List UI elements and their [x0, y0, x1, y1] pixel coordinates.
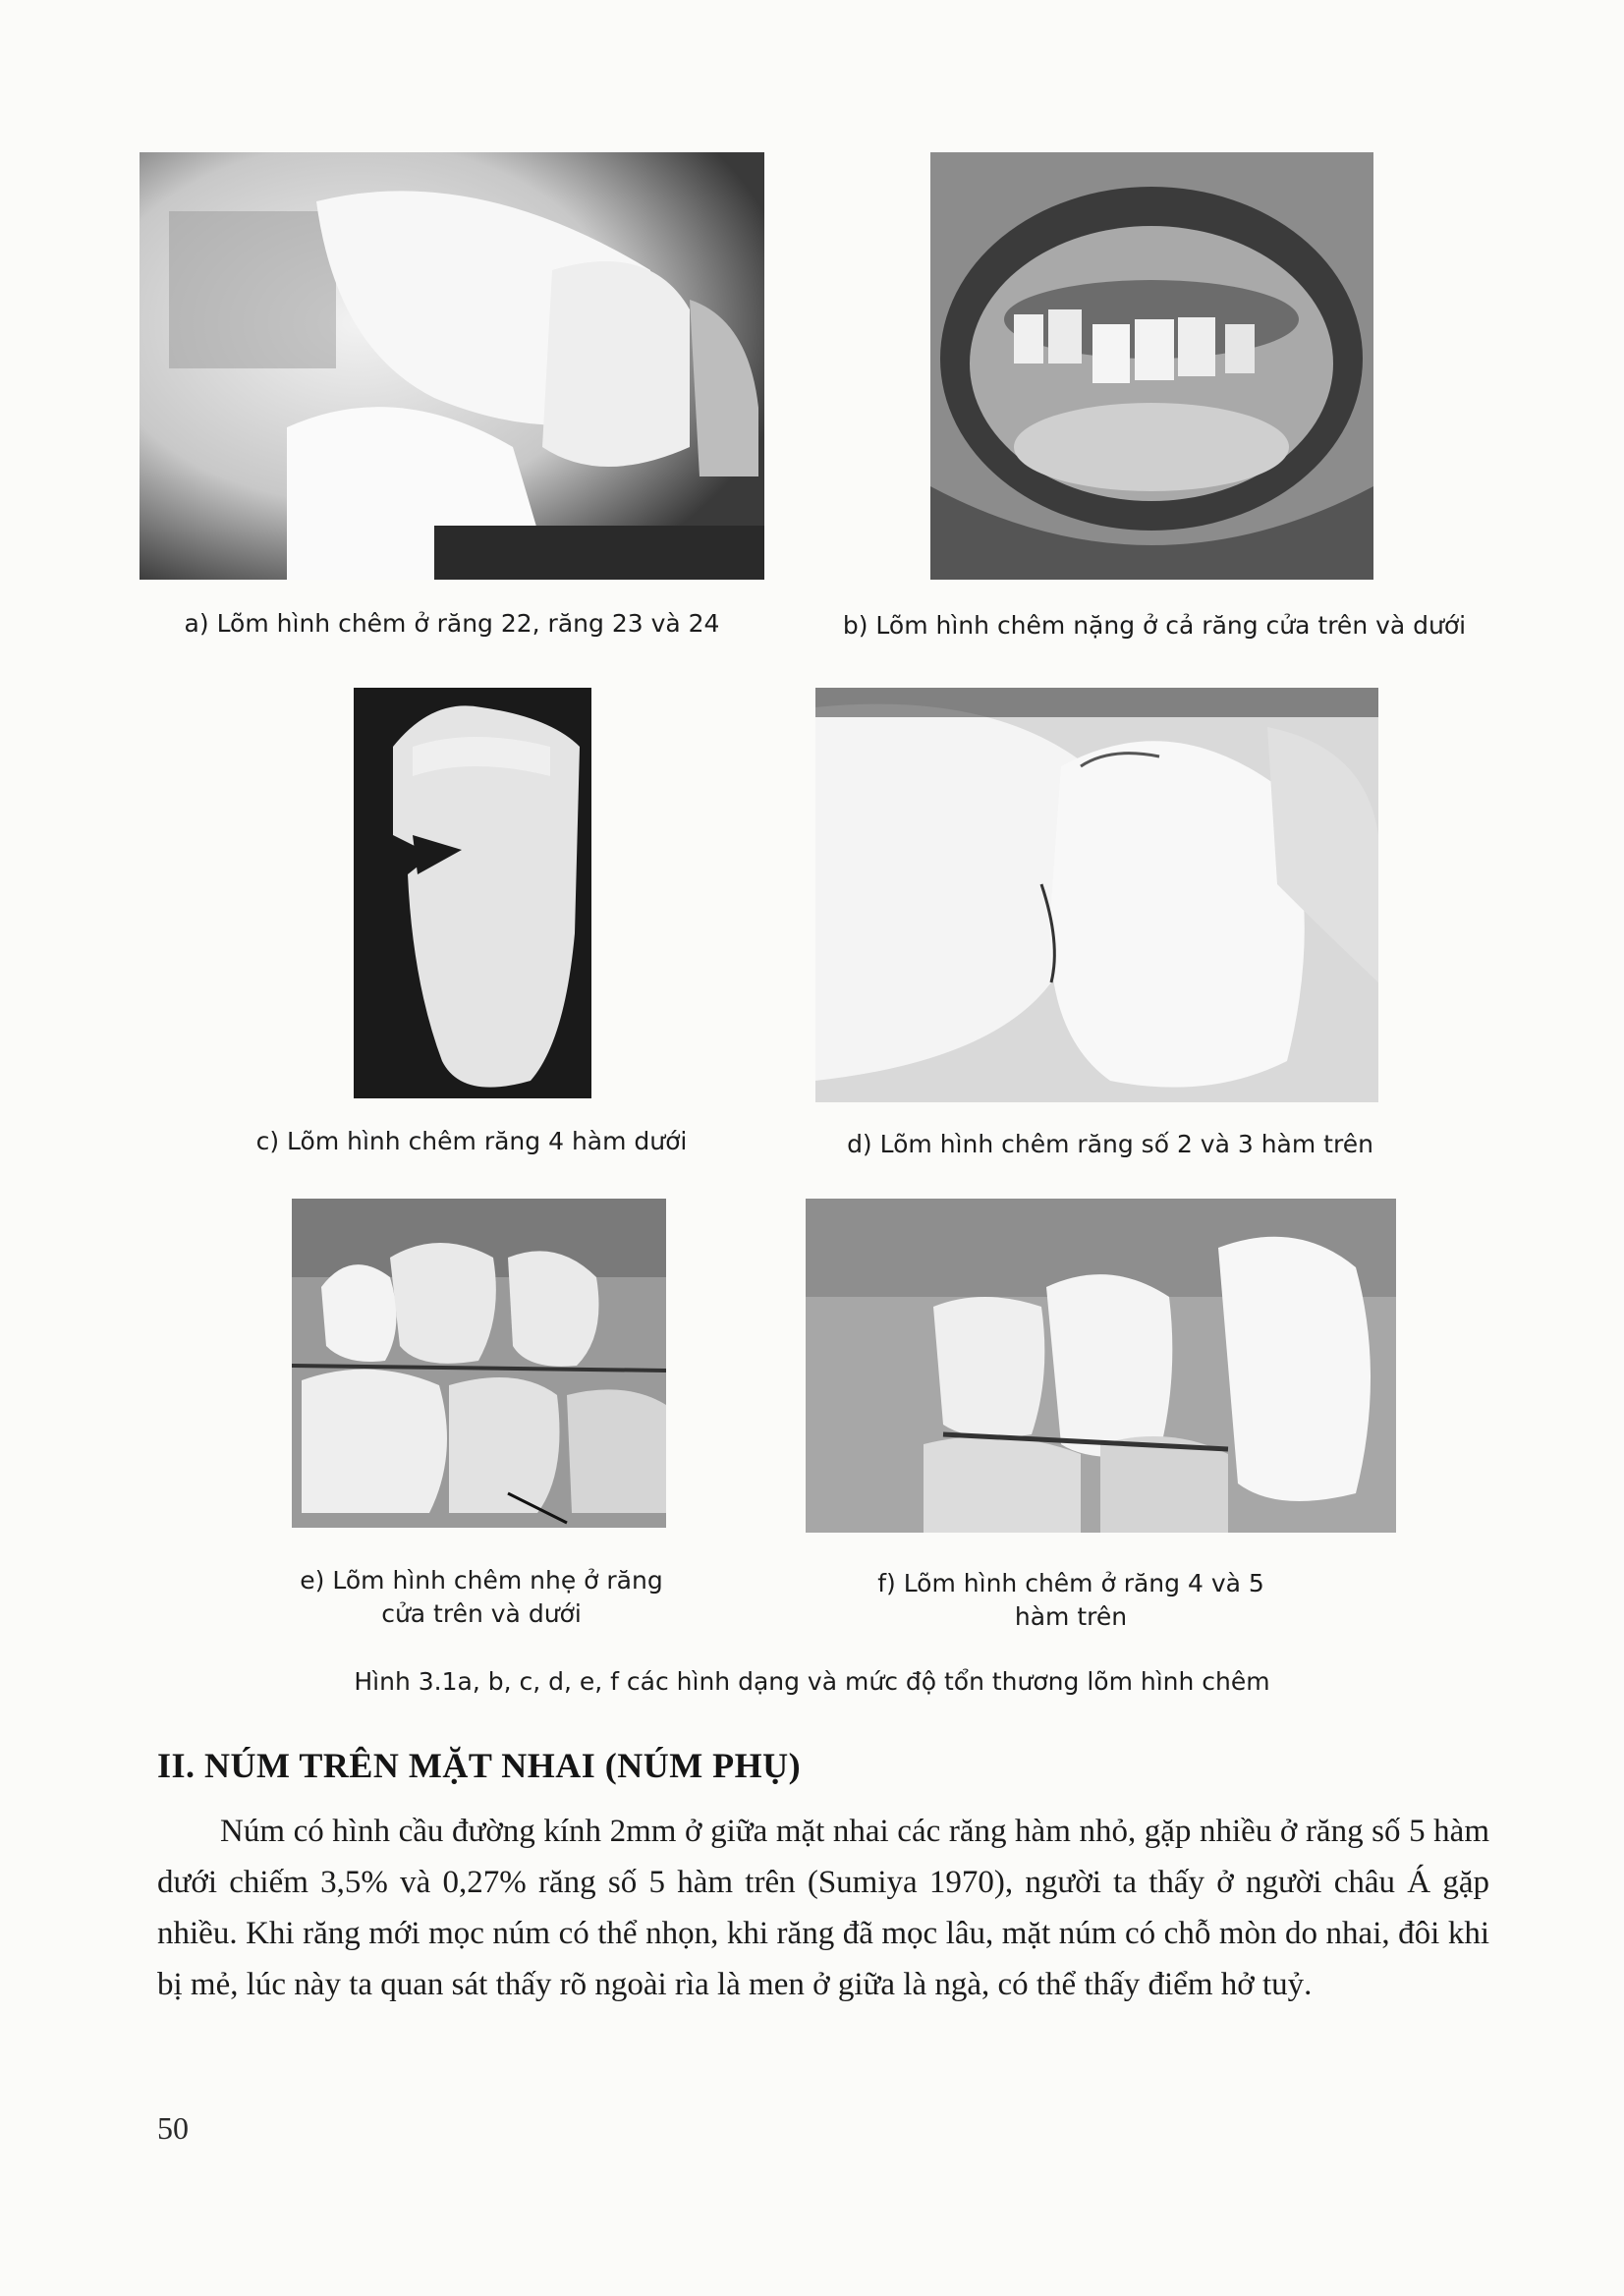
- caption-f-line-1: f) Lõm hình chêm ở răng 4 và 5: [877, 1569, 1264, 1597]
- photo-f: [806, 1199, 1396, 1533]
- photo-b-image: [930, 152, 1373, 580]
- caption-f: [815, 1567, 1326, 1634]
- caption-b: [815, 609, 1493, 643]
- caption-a: [140, 607, 764, 641]
- photo-c-image: [354, 688, 591, 1098]
- caption-b-line-1: b) Lõm hình chêm nặng ở cả răng cửa trên và dưới: [842, 611, 1467, 640]
- section-paragraph: Núm có hình cầu đường kính 2mm ở giữa mặt nhai các răng hàm nhỏ, gặp nhiều ở răng số 5 hàm dưới chiếm 3,5% và 0,27% răng số 5 hàm trên (Sumiya 1970), người ta thấy ở người châu Á gặp nhiều. Khi răng mới mọc núm có thể nhọn, khi răng đã mọc lâu, mặt núm có chỗ mòn do nhai, đôi khi bị mẻ, lúc này ta quan sát thấy rõ ngoài rìa là men ở giữa là ngà, có thể thấy điểm hở tuỷ.: [157, 1814, 1489, 2002]
- photo-c: [354, 688, 591, 1098]
- photo-b: [930, 152, 1373, 580]
- caption-e: [226, 1564, 737, 1631]
- photo-a: [140, 152, 764, 580]
- photo-a-image: [140, 152, 764, 580]
- photo-f-image: [806, 1199, 1396, 1533]
- page-number: 50: [157, 2110, 189, 2146]
- caption-e-line-1: e) Lõm hình chêm nhẹ ở răng: [300, 1566, 663, 1595]
- photo-d: [815, 688, 1378, 1102]
- caption-d: [815, 1128, 1405, 1161]
- caption-e-line-2: cửa trên và dưới: [381, 1599, 582, 1628]
- caption-c: [177, 1125, 766, 1158]
- caption-a-line-1: a) Lõm hình chêm ở răng 22, răng 23 và 24: [184, 609, 720, 638]
- figure-title: Hình 3.1a, b, c, d, e, f các hình dạng và mức độ tổn thương lõm hình chêm: [354, 1667, 1270, 1696]
- caption-c-line-1: c) Lõm hình chêm răng 4 hàm dưới: [255, 1127, 688, 1155]
- photo-e-image: [292, 1199, 666, 1528]
- section-heading: II. NÚM TRÊN MẶT NHAI (NÚM PHỤ): [157, 1746, 802, 1785]
- caption-f-line-2: hàm trên: [1014, 1602, 1128, 1631]
- photo-d-image: [815, 688, 1378, 1102]
- caption-d-line-1: d) Lõm hình chêm răng số 2 và 3 hàm trên: [847, 1130, 1373, 1158]
- photo-e: [292, 1199, 666, 1528]
